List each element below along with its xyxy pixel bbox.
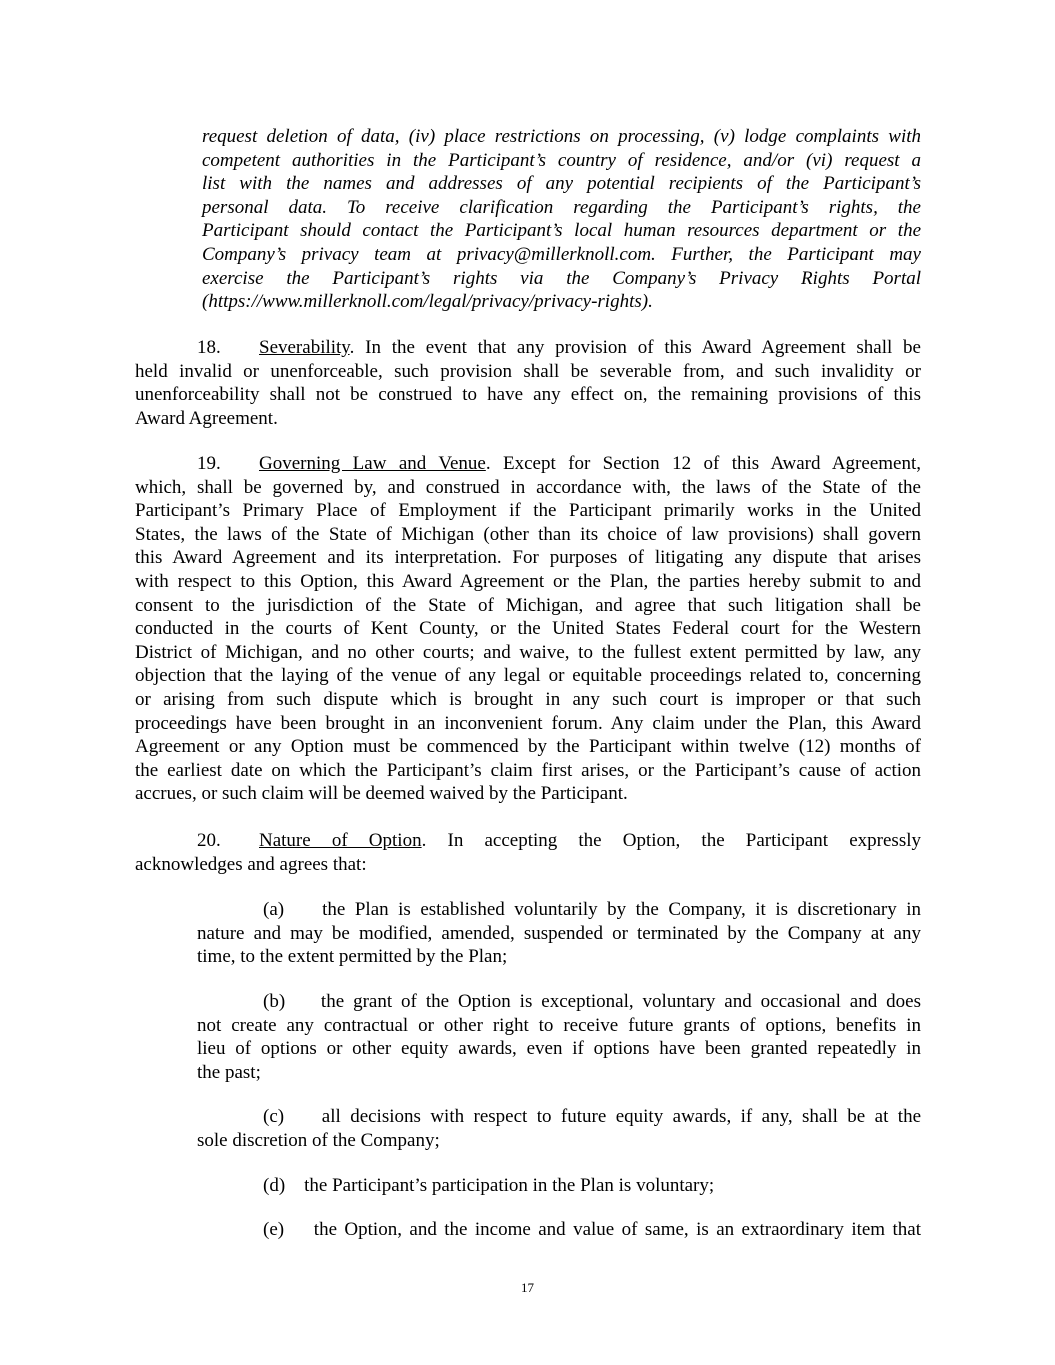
text-line: personal data. To receive clarification regarding the Participant’s rights, the bbox=[202, 196, 921, 218]
list-item-first-line bbox=[197, 1105, 921, 1129]
text-line: unenforceability shall not be construed to have any effect on, the remaining provisions of this bbox=[135, 384, 921, 406]
section-18-severability bbox=[135, 336, 921, 430]
section-number: 20. bbox=[197, 830, 221, 851]
section-heading: Severability bbox=[259, 337, 350, 358]
list-item-first-line bbox=[197, 990, 921, 1014]
section-heading-line bbox=[135, 829, 921, 853]
section-heading-line bbox=[135, 336, 921, 360]
list-item-text: the Participant’s participation in the Plan is voluntary; bbox=[304, 1175, 715, 1196]
text-line: States, the laws of the State of Michigan (other than its choice of law provisions) shall govern bbox=[135, 523, 921, 545]
text-line: acknowledges and agrees that: bbox=[135, 853, 367, 875]
text-line: or arising from such dispute which is brought in any such court is improper or that such bbox=[135, 688, 921, 710]
heading-line-rest: . In accepting the Option, the Participant expressly bbox=[421, 830, 921, 851]
text-line: with respect to this Option, this Award Agreement or the Plan, the parties hereby submit to and bbox=[135, 570, 921, 592]
text-line: objection that the laying of the venue of any legal or equitable proceedings related to, concerning bbox=[135, 665, 921, 687]
list-item-label: (d) bbox=[263, 1175, 286, 1196]
list-item-first-line bbox=[197, 1174, 921, 1198]
text-line: request deletion of data, (iv) place restrictions on processing, (v) lodge complaints with bbox=[202, 126, 921, 147]
text-line: lieu of options or other equity awards, even if options have been granted repeatedly in bbox=[197, 1038, 921, 1060]
section-heading: Nature of Option bbox=[259, 830, 422, 851]
text-line: conducted in the courts of Kent County, or the United States Federal court for the Western bbox=[135, 618, 921, 640]
text-line: District of Michigan, and no other courts; and waive, to the fullest extent permitted by law, any bbox=[135, 641, 921, 663]
text-line: sole discretion of the Company; bbox=[197, 1129, 440, 1151]
text-line: consent to the jurisdiction of the State of Michigan, and agree that such litigation shall be bbox=[135, 594, 921, 616]
section-19-governing-law bbox=[135, 452, 921, 806]
text-line: Company’s privacy team at privacy@millerknoll.com. Further, the Participant may bbox=[202, 243, 921, 265]
list-item-label: (a) bbox=[263, 899, 285, 920]
text-line: Participant should contact the Participant’s local human resources department or the bbox=[202, 220, 921, 242]
list-item-text: the grant of the Option is exceptional, voluntary and occasional and does bbox=[320, 991, 922, 1012]
text-line: (https://www.millerknoll.com/legal/privacy/privacy-rights). bbox=[202, 291, 653, 313]
heading-line-rest: . Except for Section 12 of this Award Agreement, bbox=[485, 453, 921, 474]
text-line: Agreement or any Option must be commenced by the Participant within twelve (12) months of bbox=[135, 736, 921, 758]
list-item-label: (b) bbox=[263, 991, 286, 1012]
text-line: time, to the extent permitted by the Plan; bbox=[197, 946, 508, 968]
text-line: competent authorities in the Participant’s country of residence, and/or (vi) request a bbox=[202, 149, 921, 171]
section-heading: Governing Law and Venue bbox=[259, 453, 486, 474]
list-item-c bbox=[197, 1105, 921, 1152]
page-number: 17 bbox=[521, 1280, 534, 1295]
list-item-e bbox=[197, 1218, 921, 1242]
text-line: Participant’s Primary Place of Employment if the Participant primarily works in the United bbox=[135, 500, 921, 522]
heading-line-rest: . In the event that any provision of this Award Agreement shall be bbox=[349, 337, 921, 358]
text-line: proceedings have been brought in an inconvenient forum. Any claim under the Plan, this Award bbox=[135, 712, 921, 734]
text-line: nature and may be modified, amended, suspended or terminated by the Company at any bbox=[197, 922, 921, 944]
text-line: Award Agreement. bbox=[135, 407, 278, 429]
list-item-text: all decisions with respect to future equity awards, if any, shall be at the bbox=[321, 1106, 922, 1127]
list-item-label: (c) bbox=[263, 1106, 285, 1127]
section-number: 18. bbox=[197, 337, 221, 358]
section-20-nature-of-option bbox=[135, 829, 921, 876]
text-line: the earliest date on which the Participant’s claim first arises, or the Participant’s cause of action bbox=[135, 759, 921, 781]
text-line: not create any contractual or other right to receive future grants of options, benefits in bbox=[197, 1014, 921, 1036]
text-line: which, shall be governed by, and construed in accordance with, the laws of the State of the bbox=[135, 476, 921, 498]
text-line: accrues, or such claim will be deemed waived by the Participant. bbox=[135, 783, 628, 805]
list-item-text: the Plan is established voluntarily by the Company, it is discretionary in bbox=[322, 899, 922, 920]
list-item-a bbox=[197, 898, 921, 969]
list-item-first-line bbox=[197, 898, 921, 922]
text-line: exercise the Participant’s rights via the Company’s Privacy Rights Portal bbox=[202, 267, 921, 289]
list-item-label: (e) bbox=[263, 1219, 285, 1240]
list-item-first-line bbox=[197, 1218, 921, 1242]
section-heading-line bbox=[135, 452, 921, 476]
text-line: this Award Agreement and its interpretation. For purposes of litigating any dispute that arises bbox=[135, 547, 921, 569]
section-17-continuation bbox=[202, 125, 921, 314]
text-line: held invalid or unenforceable, such provision shall be severable from, and such invalidity or bbox=[135, 360, 921, 382]
list-item-text: the Option, and the income and value of same, is an extraordinary item that bbox=[313, 1219, 922, 1240]
section-number: 19. bbox=[197, 453, 221, 474]
text-line: the past; bbox=[197, 1061, 261, 1083]
list-item-b bbox=[197, 990, 921, 1084]
list-item-d bbox=[197, 1174, 921, 1198]
text-line: list with the names and addresses of any potential recipients of the Participant’s bbox=[202, 173, 921, 195]
